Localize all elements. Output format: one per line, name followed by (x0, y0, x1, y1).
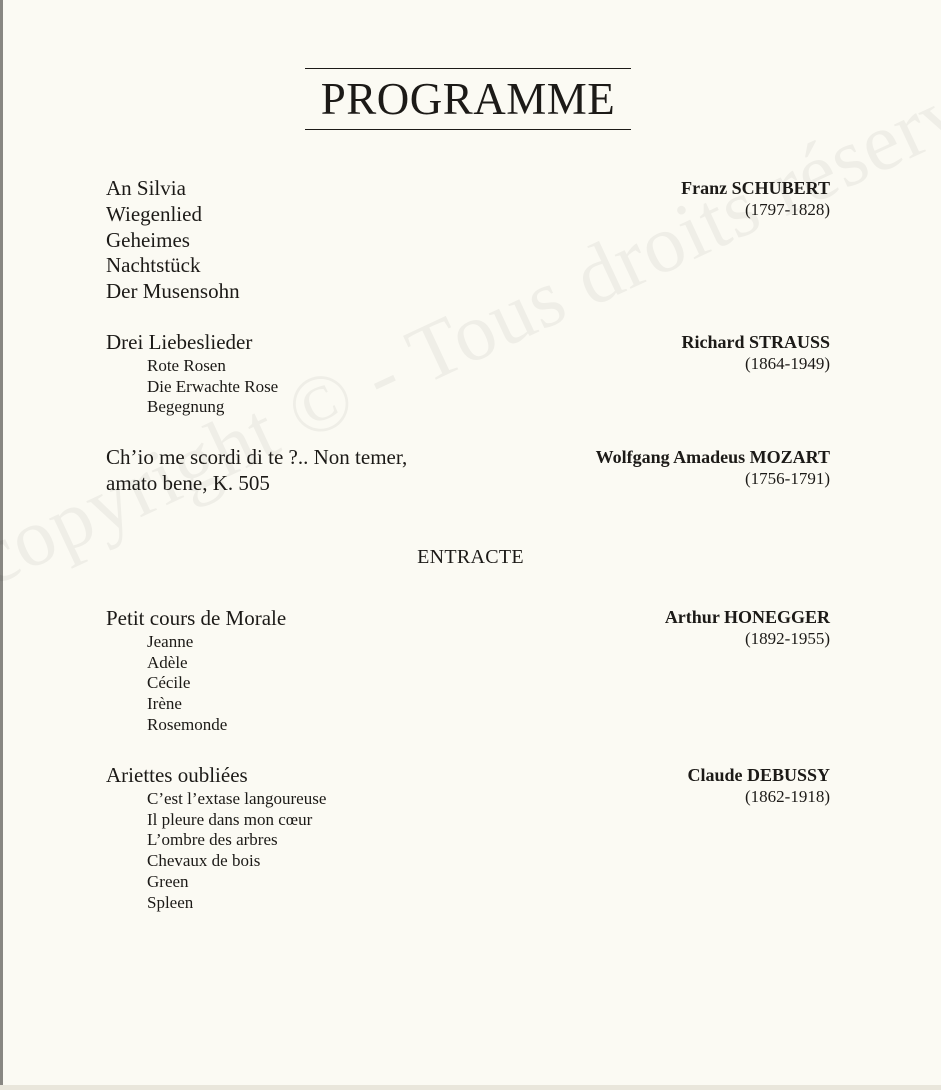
work-strauss (106, 330, 278, 418)
page-title: PROGRAMME (320, 74, 616, 124)
work-title: Ch’io me scordi di te ?.. Non temer, (106, 445, 408, 469)
composer-name: Richard STRAUSS (681, 332, 830, 352)
song-item: C’est l’extase langoureuse (147, 788, 327, 808)
work-schubert (106, 176, 240, 305)
work-title: An Silvia (106, 176, 186, 200)
work-title: Drei Liebeslieder (106, 330, 253, 354)
composer-dates: (1756-1791) (745, 469, 830, 488)
song-list (106, 632, 286, 736)
scan-edge-bottom (0, 1085, 941, 1090)
song-item: Adèle (147, 652, 188, 672)
song-item: Jeanne (147, 631, 194, 651)
work-debussy (106, 763, 326, 914)
song-item: Irène (147, 694, 182, 714)
composer-schubert (681, 177, 830, 220)
composer-dates: (1864-1949) (745, 354, 830, 373)
song-item: Rote Rosen (147, 355, 226, 375)
work-title: Der Musensohn (106, 279, 240, 304)
composer-name: Franz SCHUBERT (681, 178, 830, 198)
work-mozart (106, 445, 407, 497)
work-title: Wiegenlied (106, 201, 202, 226)
song-item: Il pleure dans mon cœur (147, 809, 313, 829)
work-title: Petit cours de Morale (106, 606, 287, 630)
composer-honegger (665, 606, 830, 649)
composer-mozart (596, 446, 830, 489)
song-list (106, 789, 326, 914)
song-item: Chevaux de bois (147, 851, 261, 871)
song-item: Spleen (147, 892, 194, 912)
work-title: Ariettes oubliées (106, 763, 248, 787)
composer-strauss (681, 331, 830, 374)
song-item: Die Erwachte Rose (147, 376, 279, 396)
song-item: Green (147, 871, 189, 891)
composer-dates: (1797-1828) (745, 200, 830, 219)
work-title: amato bene, K. 505 (106, 470, 270, 495)
composer-name: Claude DEBUSSY (687, 765, 830, 785)
work-title: Nachtstück (106, 253, 201, 278)
song-item: Begegnung (147, 397, 225, 417)
composer-debussy (687, 764, 830, 807)
title-rule-top (305, 68, 631, 69)
song-list (106, 356, 278, 418)
composer-dates: (1892-1955) (745, 629, 830, 648)
song-item: Cécile (147, 673, 191, 693)
intermission-label: ENTRACTE (417, 546, 524, 568)
composer-dates: (1862-1918) (745, 787, 830, 806)
song-item: Rosemonde (147, 714, 228, 734)
work-title: Geheimes (106, 227, 190, 252)
title-rule-bottom (305, 129, 631, 130)
composer-name: Wolfgang Amadeus MOZART (595, 447, 830, 467)
work-honegger (106, 606, 286, 736)
composer-name: Arthur HONEGGER (664, 607, 830, 627)
song-item: L’ombre des arbres (147, 830, 278, 850)
programme-header (305, 68, 631, 130)
